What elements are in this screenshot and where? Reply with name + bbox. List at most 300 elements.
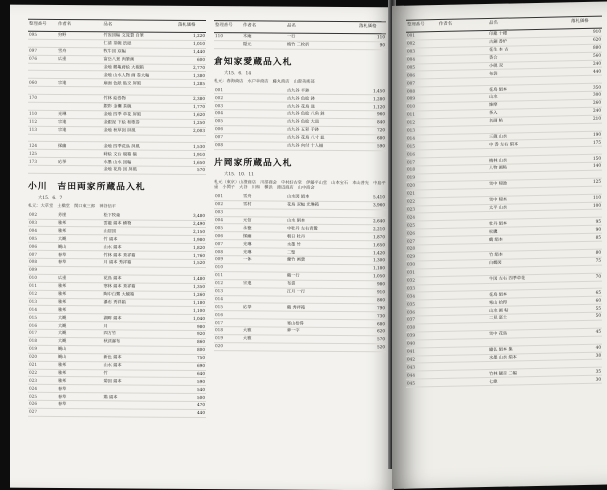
cell-price: 85 [570,233,602,242]
cell-no: 097 [28,47,57,55]
cell-artist: 観山 [57,345,103,353]
header-item: 品名 [488,17,570,31]
cell-no: 007 [406,79,438,88]
cell-no: 006 [28,243,57,251]
cell-no: 008 [214,248,242,256]
cell-item: 小硯 双 [488,60,570,70]
cell-no: 006 [406,71,438,80]
cell-price: 1,440 [177,48,206,56]
cell-item: 夢一字 [286,327,358,335]
section-note: 札元：大草堂 土橋堂 関口東三郎 神谷信平 [28,202,116,209]
cell-artist: 芳崖 [57,212,103,220]
section-title: 倉知家愛蔵品入札 [214,56,293,68]
cell-item: 一行 [286,33,358,41]
cell-no: 031 [406,268,438,277]
cell-artist: 雪舟 [242,193,286,201]
cell-price: 720 [358,126,386,134]
cell-artist: 雅邦 [57,369,103,377]
cell-price [177,267,206,275]
cell-no: 110 [214,33,242,41]
cell-no: 044 [406,371,438,380]
cell-price: 440 [570,68,602,77]
cell-no: 125 [28,150,57,158]
cell-item: 朝日 牡丹 [286,232,358,240]
cell-item: 茶入 [488,108,570,118]
cell-artist: 狩野 [57,31,103,39]
cell-no: 002 [214,200,242,208]
cell-price: 1,480 [177,275,206,283]
cell-artist: 春草 [57,393,103,401]
table-row [214,342,386,351]
cell-no: 001 [406,32,438,41]
cell-price: 620 [570,36,602,45]
section-date: 大15．10．11 [224,171,254,177]
cell-artist [242,343,286,351]
cell-item: 富岳八景 肉筆画 [102,55,177,63]
cell-item: 布袋 [488,68,570,78]
cell-no [28,71,57,79]
cell-no: 113 [28,126,57,134]
cell-price: 1,120 [358,103,386,111]
cell-no: 005 [214,224,242,232]
cell-price [177,88,206,96]
cell-no: 030 [406,260,438,269]
cell-price: 1,260 [177,291,206,299]
cell-item: 中牡丹 左右青鸞 [286,225,358,233]
cell-item: 維摩 [488,100,570,110]
cell-no: 015 [214,303,242,311]
catalog-table-aichi [214,87,386,151]
cell-item: 布袋 [286,280,358,288]
cell-no: 009 [406,95,438,104]
table-row [214,141,386,150]
cell-no: 009 [28,266,57,274]
cell-item [102,409,177,417]
cell-price: 2,770 [177,64,206,72]
cell-price: 440 [177,409,206,417]
cell-price: 920 [177,330,206,338]
header-price: 落札価格 [177,20,206,32]
cell-item: 古銅 香炉 [488,37,570,47]
header-no: 整理番号 [28,19,57,31]
cell-no: 043 [406,363,438,372]
cell-price: 1,980 [177,236,206,244]
cell-price: 210 [570,115,602,124]
cell-item: 金地 四季 草花 屏風 [102,111,177,119]
header-no: 整理番号 [214,21,242,33]
cell-item: 太平 山水 [488,202,570,212]
cell-price: 2,640 [358,217,386,225]
cell-price: 38 [570,352,602,361]
cell-artist: 光琳 [242,248,286,256]
cell-item: 鶴 秀祥箱 [286,303,358,311]
cell-price: 1,300 [358,257,386,265]
header-item: 品名 [286,21,358,34]
cell-no: 013 [28,298,57,306]
cell-artist: 観山 [57,353,103,361]
cell-no: 027 [28,408,57,416]
cell-item: 竹林 絹本 秀祥箱 [102,251,177,259]
cell-no: 041 [406,347,438,356]
cell-price: 300 [570,91,602,100]
cell-no: 008 [214,141,242,149]
section-title: 片岡家所蔵品入札 [214,157,293,169]
cell-no: 018 [28,337,57,345]
cell-no: 005 [28,235,57,243]
cell-no: 012 [214,279,242,287]
catalog-table-ogawa [28,211,206,417]
cell-item: 寒林 絹本 秀祥箱 [102,283,177,291]
cell-price: 75 [570,257,602,266]
cell-no: 001 [214,193,242,201]
cell-price: 40 [570,344,602,353]
cell-artist: 雪舟 [57,47,103,55]
cell-item: 三蔵 山水 [488,131,570,141]
cell-item: 花鳥 絹本 [102,275,177,283]
cell-no: 007 [214,240,242,248]
cell-item: 香合 [488,52,570,62]
table-row [28,408,206,417]
cell-artist: 大雅 [242,335,286,343]
cell-artist: 雅邦 [57,282,103,290]
header-no: 整理番号 [406,20,438,33]
cell-item: 雪中 花鳥 [488,329,570,339]
cell-no: 002 [214,94,242,102]
cell-price: 2,003 [177,127,206,135]
cell-item: 月 [102,322,177,330]
cell-no: 023 [28,377,57,385]
cell-artist: 探幽 [57,142,103,150]
catalog-table-top-right [214,20,386,50]
cell-price: 800 [177,346,206,354]
cell-no: 022 [28,369,57,377]
cell-price: 570 [177,166,206,174]
cell-price [358,209,386,217]
cell-price: 2,380 [177,95,206,103]
cell-price: 1,350 [177,283,206,291]
cell-item: 蒔絵 文台 硯箱 揃 [102,150,177,158]
cell-price: 110 [570,194,602,203]
cell-no: 020 [214,342,242,350]
cell-item: 四方竹 [102,330,177,338]
cell-price: 590 [177,378,206,386]
cell-no: 010 [214,264,242,272]
cell-item: 山水図 絹本 [286,194,358,202]
cell-item: 雪中 帰漁 [488,179,570,189]
cell-price: 1,280 [358,95,386,103]
cell-item: 松下牧童 [102,212,177,220]
cell-artist: 観山 [57,243,103,251]
cell-price: 140 [570,162,602,171]
cell-no: 003 [406,47,438,56]
cell-item: 山水 絹本 [102,361,177,369]
cell-price: 910 [358,288,386,296]
cell-item: 雪中 帰木 [488,194,570,204]
cell-item: 梅竹 二枚折 [286,41,358,49]
cell-item: 繍仏 絹本 集 [488,344,570,354]
cell-price: 520 [358,343,386,351]
cell-price: 1,100 [177,307,206,315]
cell-no: 003 [214,208,242,216]
cell-no: 032 [406,276,438,285]
cell-artist: 雅邦 [57,298,103,306]
cell-no: 110 [28,110,57,118]
cell-price: 730 [358,312,386,320]
cell-price: 1,820 [177,244,206,252]
cell-item: 寒山 拾得 [488,297,570,307]
cell-item: 陶中白鷺 大観箱 [102,290,177,298]
cell-no: 007 [214,133,242,141]
cell-item: 扇面 色紙 貼交 屏風 [102,79,177,87]
cell-item: 竹林 観音 二幅 [488,368,570,378]
cell-item: 鶴 絹本 [488,234,570,244]
cell-item: 金地 四季花鳥 屏風 [102,142,177,150]
cell-artist: 雅邦 [57,290,103,298]
cell-item: 秋渓瀑布 [102,338,177,346]
cell-no: 003 [28,219,57,227]
cell-artist: 春草 [57,251,103,259]
cell-artist: 雅邦 [57,227,103,235]
cell-price: 90 [358,41,386,49]
cell-artist [57,408,103,416]
cell-price: 45 [570,328,602,337]
cell-item: 牡丹 絹本 [488,218,570,228]
cell-artist: 春草 [57,401,103,409]
cell-price: 95 [570,217,602,226]
cell-no: 019 [28,345,57,353]
cell-price: 80 [570,249,602,258]
cell-price: 240 [570,107,602,116]
cell-price: 1,010 [177,40,206,48]
cell-artist: 宗達 [242,279,286,287]
cell-item: 梅林 山水 [488,155,570,165]
cell-item: 古九谷 花鳥 皿 [286,102,358,110]
cell-no: 004 [214,110,242,118]
section-ogawa [28,179,206,210]
cell-artist: 宗達 [57,79,103,87]
left-column-2 [214,20,386,352]
cell-no: 019 [406,174,438,183]
section-date: 大15．6．7 [38,195,63,202]
cell-no: 026 [28,400,57,408]
cell-no: 014 [28,306,57,314]
cell-price: 55 [570,304,602,313]
cell-no: 037 [406,316,438,325]
cell-no: 112 [28,118,57,126]
cell-price: 980 [177,322,206,330]
cell-item: 松鷹 [488,226,570,236]
cell-item: 花鳥 絹本 [488,84,570,94]
cell-item: 竹 [102,369,177,377]
cell-artist: 大観 [57,235,103,243]
left-page [10,5,394,490]
cell-price: 3,480 [177,213,206,221]
cell-no: 005 [214,118,242,126]
cell-item: 金地 秋草図 屏風 [102,126,177,134]
cell-item: 山居図 [102,227,177,235]
cell-item: 瀑布 秀祥箱 [102,298,177,306]
cell-no: 005 [406,63,438,72]
cell-item: 菊図 絹本 [102,377,177,385]
cell-no: 008 [28,258,57,266]
cell-artist [438,378,488,387]
cell-artist [57,166,103,174]
header-price: 落札価格 [358,22,386,34]
cell-price: 90 [570,225,602,234]
cell-price: 640 [177,370,206,378]
cell-price: 790 [358,304,386,312]
cell-price: 50 [570,312,602,321]
cell-price: 680 [358,134,386,142]
cell-price: 1,250 [177,119,206,127]
cell-no: 020 [28,353,57,361]
cell-no: 036 [406,308,438,317]
cell-price: 880 [570,44,602,53]
cell-no: 060 [28,79,57,87]
cell-price: 240 [570,60,602,69]
cell-price: 2,490 [177,220,206,228]
cell-price: 5,410 [358,194,386,202]
cell-no: 004 [28,227,57,235]
cell-artist: 春草 [57,385,103,393]
cell-item: 寒山拾得 [286,319,358,327]
cell-no: 170 [28,94,57,102]
cell-artist: 春草 [57,259,103,267]
cell-no: 042 [406,355,438,364]
cell-no: 038 [406,323,438,332]
cell-no: 124 [28,142,57,150]
cell-item: 花鳥 双幅 光琳箱 [286,201,358,209]
cell-price: 2,150 [177,228,206,236]
cell-artist: 応挙 [242,303,286,311]
cell-item: 牧牛図 双幅 [102,48,177,56]
cell-no: 022 [406,197,438,206]
cell-no: 011 [214,271,242,279]
cell-no: 014 [214,295,242,303]
cell-item: 古九谷 花鳥 八寸 皿 [286,134,358,142]
cell-no: 025 [406,221,438,230]
cell-item: 仁清 茶碗 渋紙 [102,40,177,48]
cell-item: 竹 絹本 [102,235,177,243]
cell-item: 竹 絹本 [488,250,570,260]
section-title: 小川 吉田両家所蔵品入札 [28,181,146,193]
cell-item: 古九谷 向付 十人揃 [286,142,358,150]
cell-no: 024 [28,385,57,393]
cell-artist: 探幽 [242,232,286,240]
cell-item: 金地 花鳥 図 屏風 [102,166,177,174]
cell-no: 025 [28,392,57,400]
cell-artist: 永徳 [242,224,286,232]
cell-item: 古九谷 色絵 大皿 [286,118,358,126]
cell-price: 960 [358,111,386,119]
cell-item: 印籠 十種 [488,29,570,39]
cell-no [28,63,57,71]
cell-price: 600 [177,56,206,64]
right-column [406,16,602,388]
cell-item: 金地 山水人物 画 巻大幅 [102,71,177,79]
header-artist: 作者名 [242,21,286,33]
cell-item: 新色 絹本 [102,354,177,362]
cell-item: 牛図 左右 四季草花 [488,273,570,283]
cell-price: 1,870 [358,233,386,241]
table-row [214,40,386,49]
cell-artist: 一休 [242,256,286,264]
cell-no: 001 [214,87,242,95]
cell-price: 500 [177,394,206,402]
cell-no: 011 [28,282,57,290]
cell-no: 017 [406,158,438,167]
cell-artist: 元信 [242,216,286,224]
header-artist: 作者名 [57,19,103,31]
cell-no: 027 [406,237,438,246]
cell-item: 江月 一行 [286,288,358,296]
cell-price: 1,180 [177,299,206,307]
cell-no: 019 [214,335,242,343]
cell-price [177,135,206,143]
section-note: 札元（東京）山澄商店 川部商会 中村好古堂 伊藤平山堂 山本宝石 本山普光 中島平重 小関子 大谷 川和 横浜 渡辺商店 山中商会 [214,178,386,191]
cell-item: 花生 本 古 [488,45,570,55]
cell-artist: 大観 [57,322,103,330]
cell-no: 004 [406,55,438,64]
cell-item: 古九谷 色絵 八角 鉢 [286,110,358,118]
cell-price: 1,050 [358,272,386,280]
cell-no: 015 [406,142,438,151]
cell-no: 028 [406,245,438,254]
cell-price: 860 [358,296,386,304]
cell-price: 690 [177,362,206,370]
cell-price: 1,220 [177,32,206,40]
cell-price: 560 [570,52,602,61]
cell-price: 1,285 [177,80,206,88]
cell-price: 260 [570,99,602,108]
cell-item: 蘭竹 画賛 [286,256,358,264]
cell-artist: 広重 [57,274,103,282]
cell-item: 湖畔 絹本 [102,314,177,322]
cell-no: 035 [406,300,438,309]
left-column-1 [28,19,206,418]
cell-item: 中 香 左右 絹本 [488,139,570,149]
cell-price: 680 [358,320,386,328]
cell-no: 016 [28,321,57,329]
cell-artist: 雅邦 [57,306,103,314]
right-page [392,1,607,489]
cell-no: 021 [406,189,438,198]
header-artist: 作者名 [438,18,488,31]
cell-price: 540 [177,386,206,394]
cell-artist: 宗達 [57,118,103,126]
cell-price: 125 [570,178,602,187]
cell-no: 014 [406,134,438,143]
cell-no [28,87,57,95]
cell-price: 1,420 [358,249,386,257]
cell-price: 1,180 [358,265,386,273]
cell-item: 銀彩 金襴 茶碗 [102,103,177,111]
cell-artist: 雅邦 [57,361,103,369]
cell-no: 017 [28,329,57,337]
cell-no: 008 [406,87,438,96]
cell-price: 65 [570,288,602,297]
cell-item: 竹林 絵巻物 [102,95,177,103]
cell-artist: 大観 [57,337,103,345]
cell-no [28,165,57,173]
cell-no [28,102,57,110]
cell-item: 古九谷 平鉢 [286,87,358,95]
cell-price: 150 [570,154,602,163]
cell-item: 花鳥 絹本 [488,289,570,299]
header-price: 落札価格 [570,16,602,29]
cell-no: 003 [214,102,242,110]
cell-no: 040 [406,339,438,348]
